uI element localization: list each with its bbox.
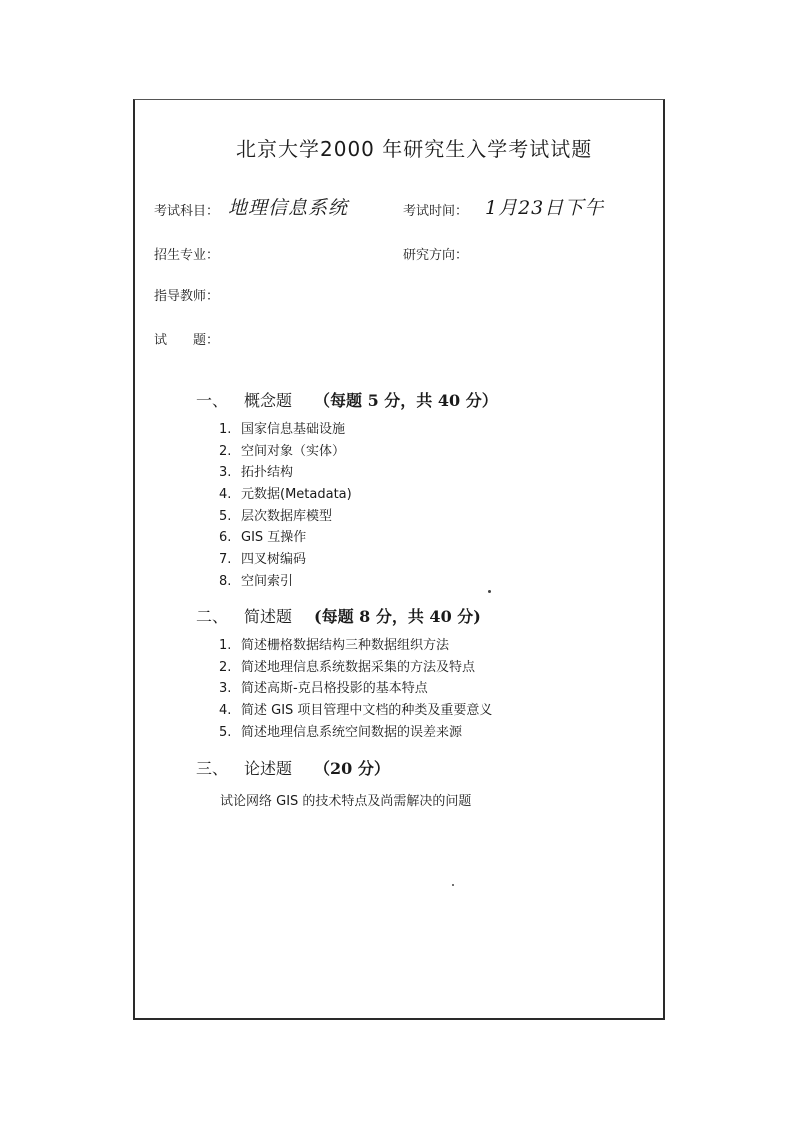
section-name: 简述题 — [244, 607, 293, 626]
section-heading — [196, 388, 498, 411]
section-score: (每题 8 分，共 40 分) — [314, 607, 481, 626]
section-number: 一、 — [196, 391, 229, 410]
time-label: 考试时间： — [403, 204, 469, 219]
question-text: 空间对象（实体） — [241, 443, 346, 459]
question-text: GIS 互操作 — [241, 530, 307, 546]
subject-label: 考试科目： — [154, 204, 220, 219]
question-number: 2. — [219, 659, 232, 675]
question-list — [219, 419, 352, 593]
major-label: 招生专业： — [154, 248, 220, 263]
question-text: 拓扑结构 — [241, 465, 294, 481]
question-item — [219, 462, 352, 484]
question-item — [219, 678, 492, 700]
question-number: 5. — [219, 508, 232, 524]
section-heading — [196, 756, 390, 779]
subject-value: 地理信息系统 — [228, 197, 349, 219]
question-number: 1. — [219, 422, 232, 437]
exam-title: 北京大学2000 年研究生入学考试试题 — [236, 137, 593, 161]
section-number: 二、 — [196, 607, 229, 626]
question-item — [219, 419, 352, 441]
section-score: （20 分） — [314, 759, 390, 778]
question-number: 6. — [219, 530, 232, 546]
question-number: 5. — [219, 724, 232, 740]
time-value: 1月23日下午 — [485, 197, 605, 219]
section-score: （每题 5 分，共 40 分） — [314, 391, 498, 410]
advisor-label: 指导教师： — [154, 289, 220, 304]
question-number: 7. — [219, 552, 232, 568]
question-number: 1. — [219, 638, 232, 653]
exam-page-frame — [133, 99, 665, 1020]
question-item — [219, 506, 352, 528]
question-list — [219, 635, 492, 743]
question-number: 4. — [219, 703, 232, 719]
question-text: 空间索引 — [241, 573, 294, 589]
question-text: 简述地理信息系统空间数据的误差来源 — [241, 724, 463, 740]
section-name: 论述题 — [244, 759, 293, 778]
essay-question-text: 试论网络 GIS 的技术特点及尚需解决的问题 — [220, 794, 472, 809]
question-text: 元数据(Metadata) — [241, 487, 352, 503]
question-text: 简述地理信息系统数据采集的方法及特点 — [241, 659, 476, 675]
question-text: 简述栅格数据结构三种数据组织方法 — [241, 638, 450, 653]
questions-label: 试 题： — [154, 333, 220, 348]
question-text: 简述高斯-克吕格投影的基本特点 — [241, 681, 428, 697]
question-item — [219, 484, 352, 506]
question-item — [219, 700, 492, 722]
question-item — [219, 722, 492, 744]
question-text: 层次数据库模型 — [241, 508, 333, 524]
question-text: 四叉树编码 — [241, 552, 307, 568]
direction-label: 研究方向： — [403, 248, 469, 263]
question-item — [219, 657, 492, 679]
question-number: 3. — [219, 465, 232, 481]
question-item — [219, 549, 352, 571]
question-number: 4. — [219, 487, 232, 503]
scan-speck — [488, 590, 491, 593]
question-item — [219, 635, 492, 657]
question-item — [219, 527, 352, 549]
section-heading — [196, 604, 481, 627]
section-number: 三、 — [196, 759, 229, 778]
question-item — [219, 441, 352, 463]
question-number: 2. — [219, 443, 232, 459]
question-number: 3. — [219, 681, 232, 697]
section-name: 概念题 — [244, 391, 293, 410]
scan-speck — [452, 884, 454, 886]
question-text: 国家信息基础设施 — [241, 422, 346, 437]
question-text: 简述 GIS 项目管理中文档的种类及重要意义 — [241, 703, 493, 719]
question-number: 8. — [219, 573, 232, 589]
question-item — [219, 571, 352, 593]
